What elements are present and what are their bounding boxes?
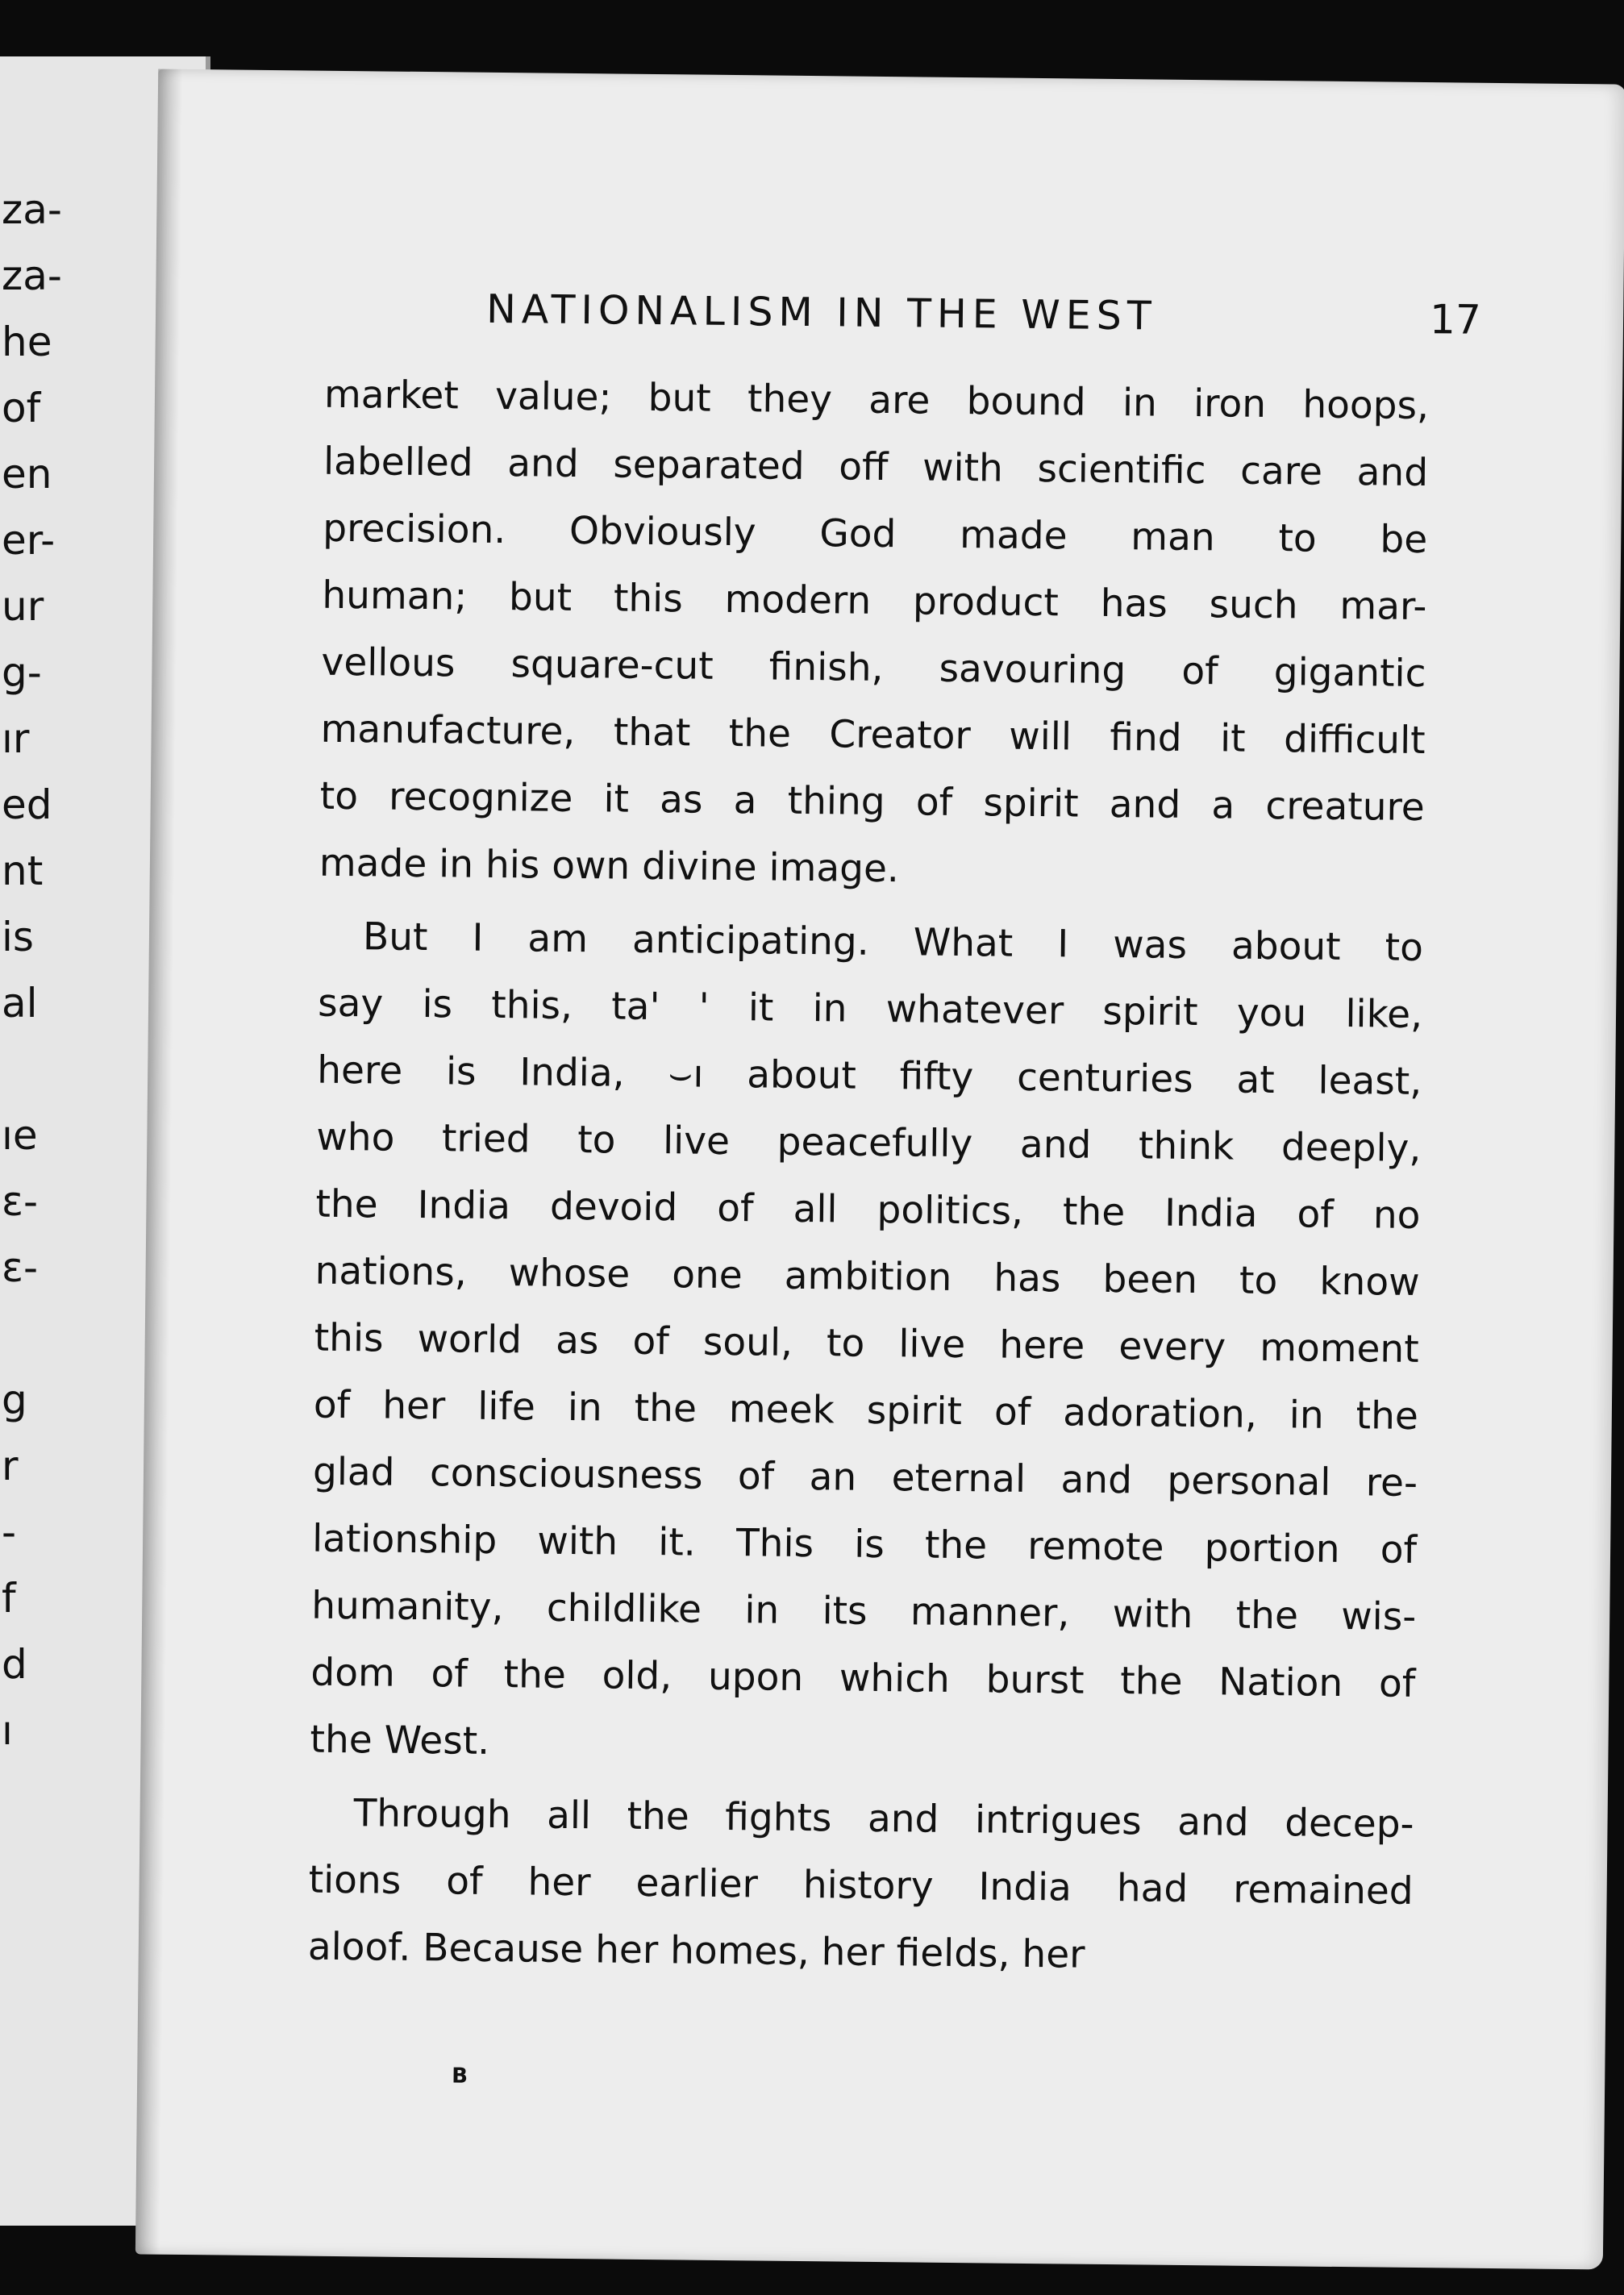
text-line: Through all the fights and intrigues and decep- (353, 1791, 1414, 1847)
left-page-fragment: ed (2, 781, 52, 828)
text-line: who tried to live peacefully and think deeply, (316, 1114, 1422, 1172)
text-line: market value; but they are bound in iron hoops, (323, 372, 1430, 429)
paragraph (307, 1780, 1414, 1992)
text-line: of her life in the meek spirit of adoration, in the (313, 1382, 1419, 1439)
left-page-fragment: ɛ- (2, 1244, 39, 1291)
left-page-fragment: f (2, 1575, 16, 1622)
left-page-fragment: g (2, 1377, 27, 1423)
text-line: human; but this modern product has such mar- (322, 573, 1427, 630)
left-page-fragment: ɛ- (2, 1178, 39, 1225)
text-line: dom of the old, upon which burst the Nation of (310, 1650, 1416, 1706)
text-line: say is this, ta' ' it in whatever spirit you like, (317, 981, 1423, 1038)
text-line: here is India, ⌣ı about fifty centuries at least, (316, 1048, 1422, 1105)
left-page-fragment: - (2, 1509, 17, 1556)
text-line: aloof. Because her homes, her fields, her (307, 1924, 1085, 1977)
left-page-fragment: of (2, 385, 41, 431)
running-head: NATIONALISM IN THE WEST (485, 285, 1158, 339)
left-page-fragment: er- (2, 517, 56, 564)
text-line: lationship with it. This is the remote portion of (311, 1516, 1418, 1572)
text-line: manufacture, that the Creator will find it difficult (320, 706, 1426, 764)
left-page-fragment: is (2, 914, 34, 960)
text-line: the India devoid of all politics, the India of no (315, 1181, 1421, 1239)
paragraph (310, 903, 1423, 1785)
text-line: But I am anticipating. What I was about to (362, 914, 1424, 971)
left-page-fragment: g- (2, 649, 42, 696)
signature-mark: B (452, 2064, 468, 2089)
text-line: nations, whose one ambition has been to know (314, 1248, 1420, 1306)
left-page-fragment: he (2, 319, 52, 365)
text-line: glad consciousness of an eternal and personal re- (312, 1449, 1418, 1506)
book-page (135, 69, 1624, 2270)
text-line: humanity, childlike in its manner, with the wis- (311, 1583, 1417, 1639)
text-line: this world as of soul, to live here every moment (314, 1315, 1419, 1372)
left-page-fragment: d (2, 1641, 27, 1688)
text-line: made in his own divine image. (319, 840, 900, 892)
paragraph (319, 361, 1430, 908)
text-line: the West. (310, 1717, 490, 1764)
page-number: 17 (1429, 296, 1481, 344)
left-page-fragment: r (2, 1443, 19, 1489)
left-page-fragment: al (2, 980, 38, 1027)
text-line: tions of her earlier history India had remained (308, 1857, 1414, 1914)
left-page-fragment: nt (2, 848, 44, 894)
left-page-fragment: za- (2, 252, 62, 299)
left-page-fragment: ır (2, 715, 30, 762)
body-text (307, 361, 1429, 1992)
text-line: to recognize it as a thing of spirit and a creature (319, 773, 1426, 831)
left-page-fragment: ur (2, 583, 44, 630)
text-line: precision. Obviously God made man to be (322, 506, 1428, 563)
text-line: labelled and separated off with scientific care and (323, 439, 1429, 496)
left-page-fragment: za- (2, 186, 62, 233)
text-line: vellous square-cut finish, savouring of gigantic (321, 639, 1426, 697)
left-page-fragment: ıe (2, 1112, 38, 1159)
left-page-fragment: en (2, 451, 52, 498)
left-page-fragment: ı (2, 1707, 13, 1754)
